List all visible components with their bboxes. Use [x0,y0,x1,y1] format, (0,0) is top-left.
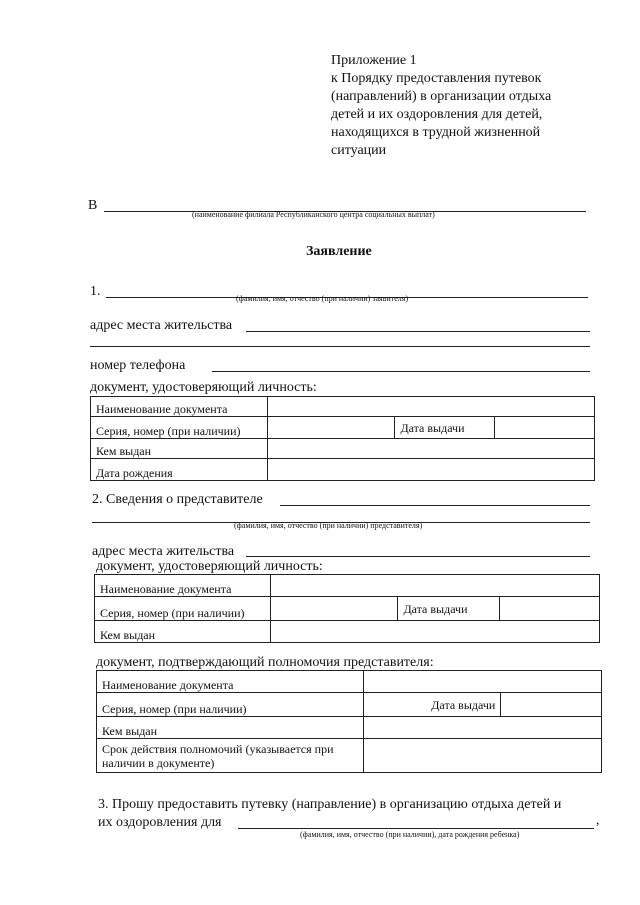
applicant-doc-issuer-label: Кем выдан [91,439,268,459]
applicant-doc-date-cell[interactable] [495,417,595,439]
applicant-birth-date-label: Дата рождения [91,459,268,481]
representative-doc-series-label: Серия, номер (при наличии) [95,597,271,621]
section3-line-2: их оздоровления для [98,815,222,830]
representative-auth-table [96,670,602,773]
auth-doc-issuer-cell[interactable] [363,717,601,739]
representative-auth-label: документ, подтверждающий полномочия представителя: [96,655,434,670]
auth-doc-name-label: Наименование документа [97,671,364,693]
applicant-address-field[interactable] [246,331,590,332]
representative-doc-table [94,574,600,643]
auth-doc-series-label: Серия, номер (при наличии) [97,693,364,717]
auth-validity-cell[interactable] [363,739,601,773]
recipient-hint: (наименование филиала Республиканского центра социальных выплат) [192,210,435,219]
applicant-phone-label: номер телефона [90,358,186,373]
section3-line-1: 3. Прошу предоставить путевку (направление) в организацию отдыха детей и [98,797,562,812]
representative-doc-issuer-cell[interactable] [270,621,599,643]
appendix-line-5: находящихся в трудной жизненной [331,125,541,140]
child-info-hint: (фамилия, имя, отчество (при наличии), дата рождения ребенка) [300,830,520,839]
child-info-field[interactable] [238,828,594,829]
applicant-address-field-2[interactable] [90,346,590,347]
representative-doc-issuer-label: Кем выдан [95,621,271,643]
applicant-doc-name-label: Наименование документа [91,397,268,417]
applicant-doc-series-cell[interactable] [267,417,395,439]
representative-name-hint: (фамилия, имя, отчество (при наличии) представителя) [234,521,423,530]
representative-address-label: адрес места жительства [92,544,235,559]
applicant-name-hint: (фамилия, имя, отчество (при наличии) заявителя) [236,294,409,303]
applicant-doc-name-cell[interactable] [267,397,594,417]
appendix-line-3: (направлений) в организации отдыха [331,89,552,104]
applicant-birth-date-cell[interactable] [267,459,594,481]
appendix-line-2: к Порядку предоставления путевок [331,71,542,86]
recipient-prefix: В [88,198,98,213]
representative-name-field[interactable] [280,505,590,506]
representative-doc-date-cell[interactable] [500,597,600,621]
representative-doc-name-cell[interactable] [270,575,599,597]
auth-validity-label: Срок действия полномочий (указывается при наличии в документе) [97,739,364,773]
applicant-phone-field[interactable] [212,371,590,372]
applicant-address-label: адрес места жительства [90,318,233,333]
representative-doc-date-label: Дата выдачи [398,597,500,621]
applicant-doc-series-label: Серия, номер (при наличии) [91,417,268,439]
representative-doc-name-label: Наименование документа [95,575,271,597]
appendix-line-1: Приложение 1 [331,53,417,68]
representative-doc-series-cell[interactable] [270,597,398,621]
applicant-doc-date-label: Дата выдачи [395,417,495,439]
section1-number: 1. [90,284,101,299]
applicant-doc-issuer-cell[interactable] [267,439,594,459]
auth-doc-name-cell[interactable] [363,671,601,693]
representative-address-field[interactable] [246,556,590,557]
applicant-doc-label: документ, удостоверяющий личность: [90,380,317,395]
auth-doc-issuer-label: Кем выдан [97,717,364,739]
document-title: Заявление [306,244,372,259]
appendix-line-4: детей и их оздоровления для детей, [331,107,543,122]
representative-doc-label: документ, удостоверяющий личность: [96,559,323,574]
auth-doc-date-label: Дата выдачи [363,693,501,717]
section3-comma: , [596,813,600,828]
applicant-doc-table [90,396,595,481]
auth-doc-date-cell[interactable] [501,693,602,717]
appendix-line-6: ситуации [331,143,387,158]
section2-heading: 2. Сведения о представителе [92,492,263,507]
